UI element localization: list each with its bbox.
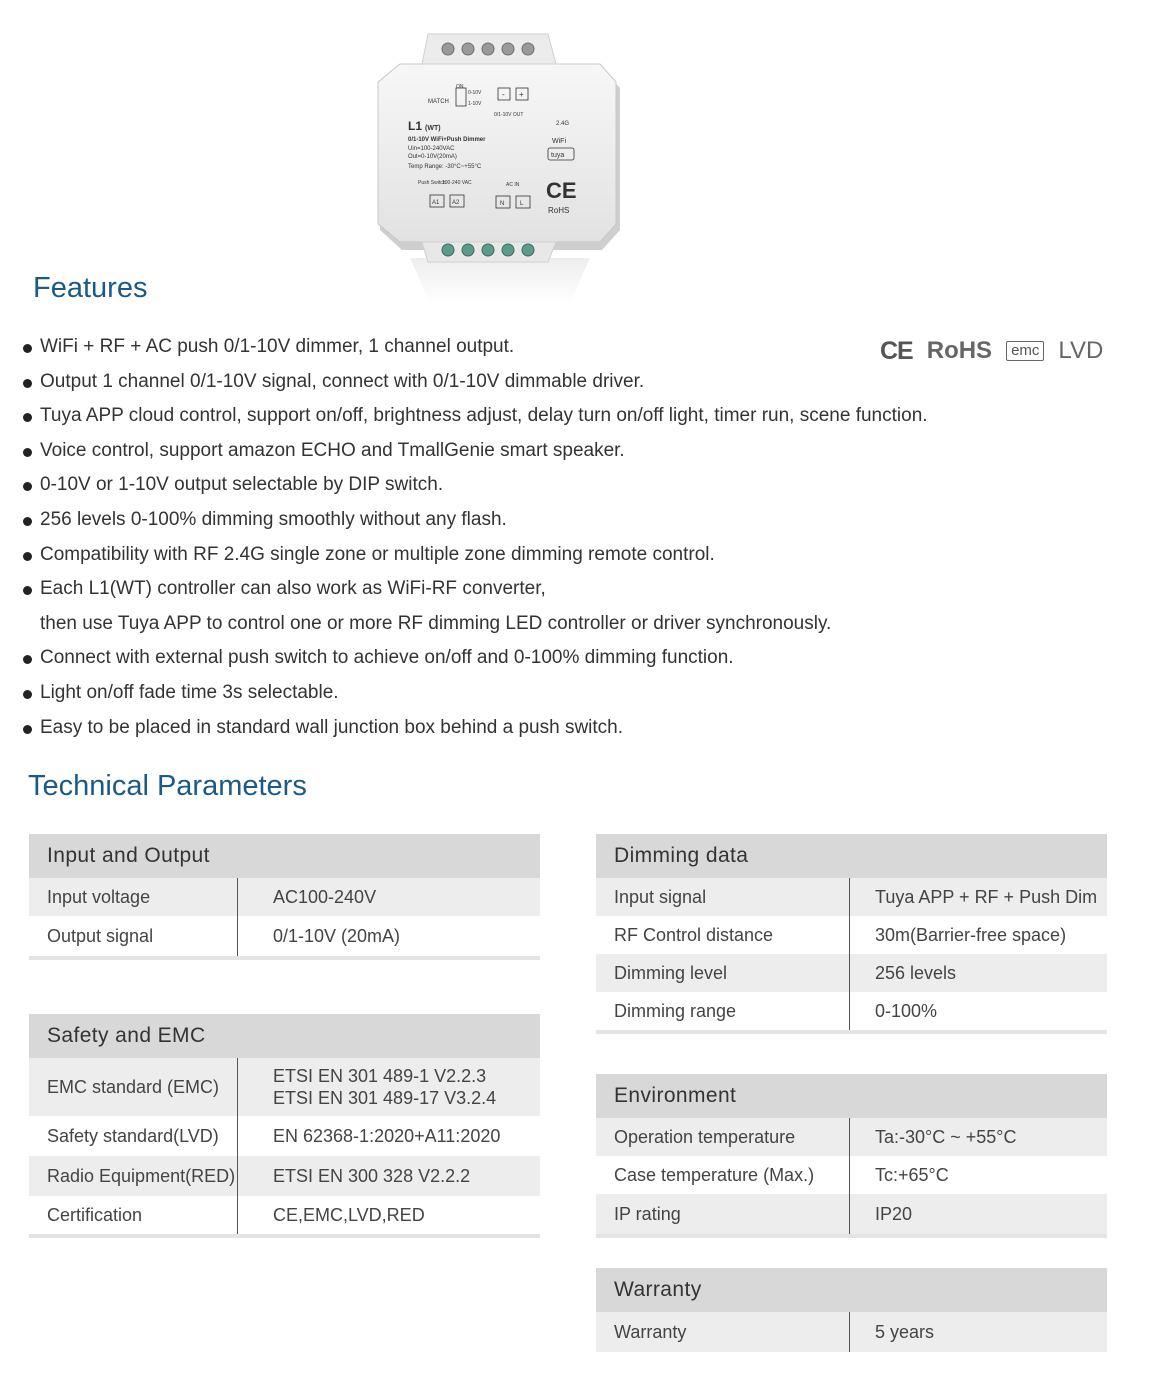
param-value: IP20 — [875, 1203, 913, 1224]
label-out: 0/1-10V OUT — [494, 112, 524, 118]
table-row — [596, 916, 1107, 954]
feature-item-continuation: then use Tuya APP to control one or more RF dimming LED controller or driver synchronously. — [40, 612, 832, 634]
param-key: Dimming range — [596, 992, 850, 1030]
param-key: Operation temperature — [596, 1118, 850, 1156]
param-key: Output signal — [29, 916, 238, 956]
label-tuya: tuya — [551, 152, 565, 159]
table-row — [29, 1058, 540, 1116]
product-subtitle: 0/1-10V WiFi+Push Dimmer — [408, 137, 486, 143]
svg-text:-: - — [502, 90, 505, 99]
product-image — [370, 18, 630, 308]
table-header: Input and Output — [29, 834, 540, 878]
label-match: MATCH — [428, 99, 449, 105]
param-key: Input signal — [596, 878, 850, 916]
product-spec-uin: Uin=100-240VAC — [408, 146, 455, 152]
features-list — [20, 330, 1020, 745]
feature-item: Compatibility with RF 2.4G single zone or multiple zone dimming remote control. — [20, 538, 1020, 573]
product-spec-temp: Temp Range: -30°C~+55°C — [408, 164, 482, 170]
label-1-10v: 1-10V — [468, 101, 482, 107]
label-2-4g: 2.4G — [556, 121, 570, 127]
param-key: Safety standard(LVD) — [29, 1116, 238, 1156]
feature-item: WiFi + RF + AC push 0/1-10V dimmer, 1 channel output. — [20, 330, 1020, 365]
label-ac-in: AC IN — [506, 182, 520, 188]
label-n: N — [500, 201, 505, 207]
param-key: Input voltage — [29, 878, 238, 916]
table-input-output — [29, 834, 540, 960]
table-row — [596, 1312, 1107, 1352]
label-push: Push Switch — [418, 180, 446, 186]
param-value: 0/1-10V (20mA) — [273, 925, 401, 946]
table-safety-emc — [29, 1014, 540, 1238]
feature-item: Each L1(WT) controller can also work as WiFi-RF converter, then use Tuya APP to control one or more RF dimming LED controller or driver synchronously. — [20, 572, 1020, 641]
param-value: 0-100% — [875, 1000, 938, 1021]
product-model: L1 — [408, 119, 423, 133]
rohs-logo: RoHS — [926, 337, 993, 364]
table-dimming-data — [596, 834, 1107, 1034]
feature-item: Tuya APP cloud control, support on/off, brightness adjust, delay turn on/off light, timer run, scene function. — [20, 399, 1020, 434]
param-key: IP rating — [596, 1194, 850, 1234]
table-header: Environment — [596, 1074, 1107, 1118]
label-wifi: WiFi — [552, 138, 566, 145]
table-warranty — [596, 1268, 1107, 1352]
feature-item: Easy to be placed in standard wall junction box behind a push switch. — [20, 711, 1020, 746]
param-value-line: ETSI EN 301 489-17 V3.2.4 — [273, 1088, 497, 1108]
label-0-10v: 0-10V — [468, 90, 482, 96]
product-rohs-mark: RoHS — [548, 206, 570, 215]
param-value: Ta:-30°C ~ +55°C — [875, 1126, 1017, 1147]
label-a2: A2 — [452, 200, 460, 206]
table-row — [29, 1196, 540, 1234]
features-title: Features — [33, 272, 148, 304]
param-key: Dimming level — [596, 954, 850, 992]
param-value: CE,EMC,LVD,RED — [273, 1204, 425, 1225]
table-row — [29, 878, 540, 916]
param-value: ETSI EN 300 328 V2.2.2 — [273, 1165, 471, 1186]
table-header: Dimming data — [596, 834, 1107, 878]
param-value: 5 years — [875, 1321, 935, 1342]
product-spec-out: Out=0-10V(20mA) — [408, 154, 457, 160]
ce-logo: CE — [880, 336, 913, 365]
table-row — [596, 1118, 1107, 1156]
label-a1: A1 — [432, 200, 440, 206]
table-row — [596, 954, 1107, 992]
product-model-suffix: (WT) — [425, 125, 441, 132]
feature-item: Output 1 channel 0/1-10V signal, connect with 0/1-10V dimmable driver. — [20, 365, 1020, 400]
svg-text:+: + — [519, 90, 524, 99]
label-on: ON — [456, 84, 464, 90]
table-header: Safety and EMC — [29, 1014, 540, 1058]
table-environment — [596, 1074, 1107, 1238]
feature-item: Connect with external push switch to achieve on/off and 0-100% dimming function. — [20, 641, 1020, 676]
feature-item: 256 levels 0-100% dimming smoothly without any flash. — [20, 503, 1020, 538]
product-ce-mark: CE — [546, 178, 577, 203]
param-key: Case temperature (Max.) — [596, 1156, 850, 1194]
param-value: Tuya APP + RF + Push Dim — [875, 886, 1098, 907]
table-row — [596, 1156, 1107, 1194]
param-key: Warranty — [596, 1312, 850, 1352]
table-row — [29, 916, 540, 956]
feature-item: Light on/off fade time 3s selectable. — [20, 676, 1020, 711]
param-value-line: ETSI EN 301 489-1 V2.2.3 — [273, 1066, 487, 1086]
tech-title: Technical Parameters — [28, 770, 307, 802]
param-key: RF Control distance — [596, 916, 850, 954]
label-l: L — [520, 201, 524, 207]
lvd-logo: LVD — [1058, 337, 1104, 364]
emc-logo: emc — [1006, 341, 1044, 361]
param-value: 256 levels — [875, 962, 957, 983]
param-key: EMC standard (EMC) — [29, 1058, 238, 1116]
table-row — [596, 878, 1107, 916]
feature-item: 0-10V or 1-10V output selectable by DIP switch. — [20, 468, 1020, 503]
param-value — [238, 1058, 540, 1116]
feature-item: Voice control, support amazon ECHO and TmallGenie smart speaker. — [20, 434, 1020, 469]
param-value: 30m(Barrier-free space) — [875, 924, 1067, 945]
table-row — [29, 1156, 540, 1196]
table-header: Warranty — [596, 1268, 1107, 1312]
table-row — [596, 1194, 1107, 1234]
param-value: Tc:+65°C — [875, 1164, 949, 1185]
param-key: Certification — [29, 1196, 238, 1234]
label-vac: 100-240 VAC — [442, 180, 472, 186]
param-value: AC100-240V — [273, 886, 377, 907]
table-row — [596, 992, 1107, 1030]
param-key: Radio Equipment(RED) — [29, 1156, 238, 1196]
param-value: EN 62368-1:2020+A11:2020 — [273, 1125, 501, 1146]
table-row — [29, 1116, 540, 1156]
